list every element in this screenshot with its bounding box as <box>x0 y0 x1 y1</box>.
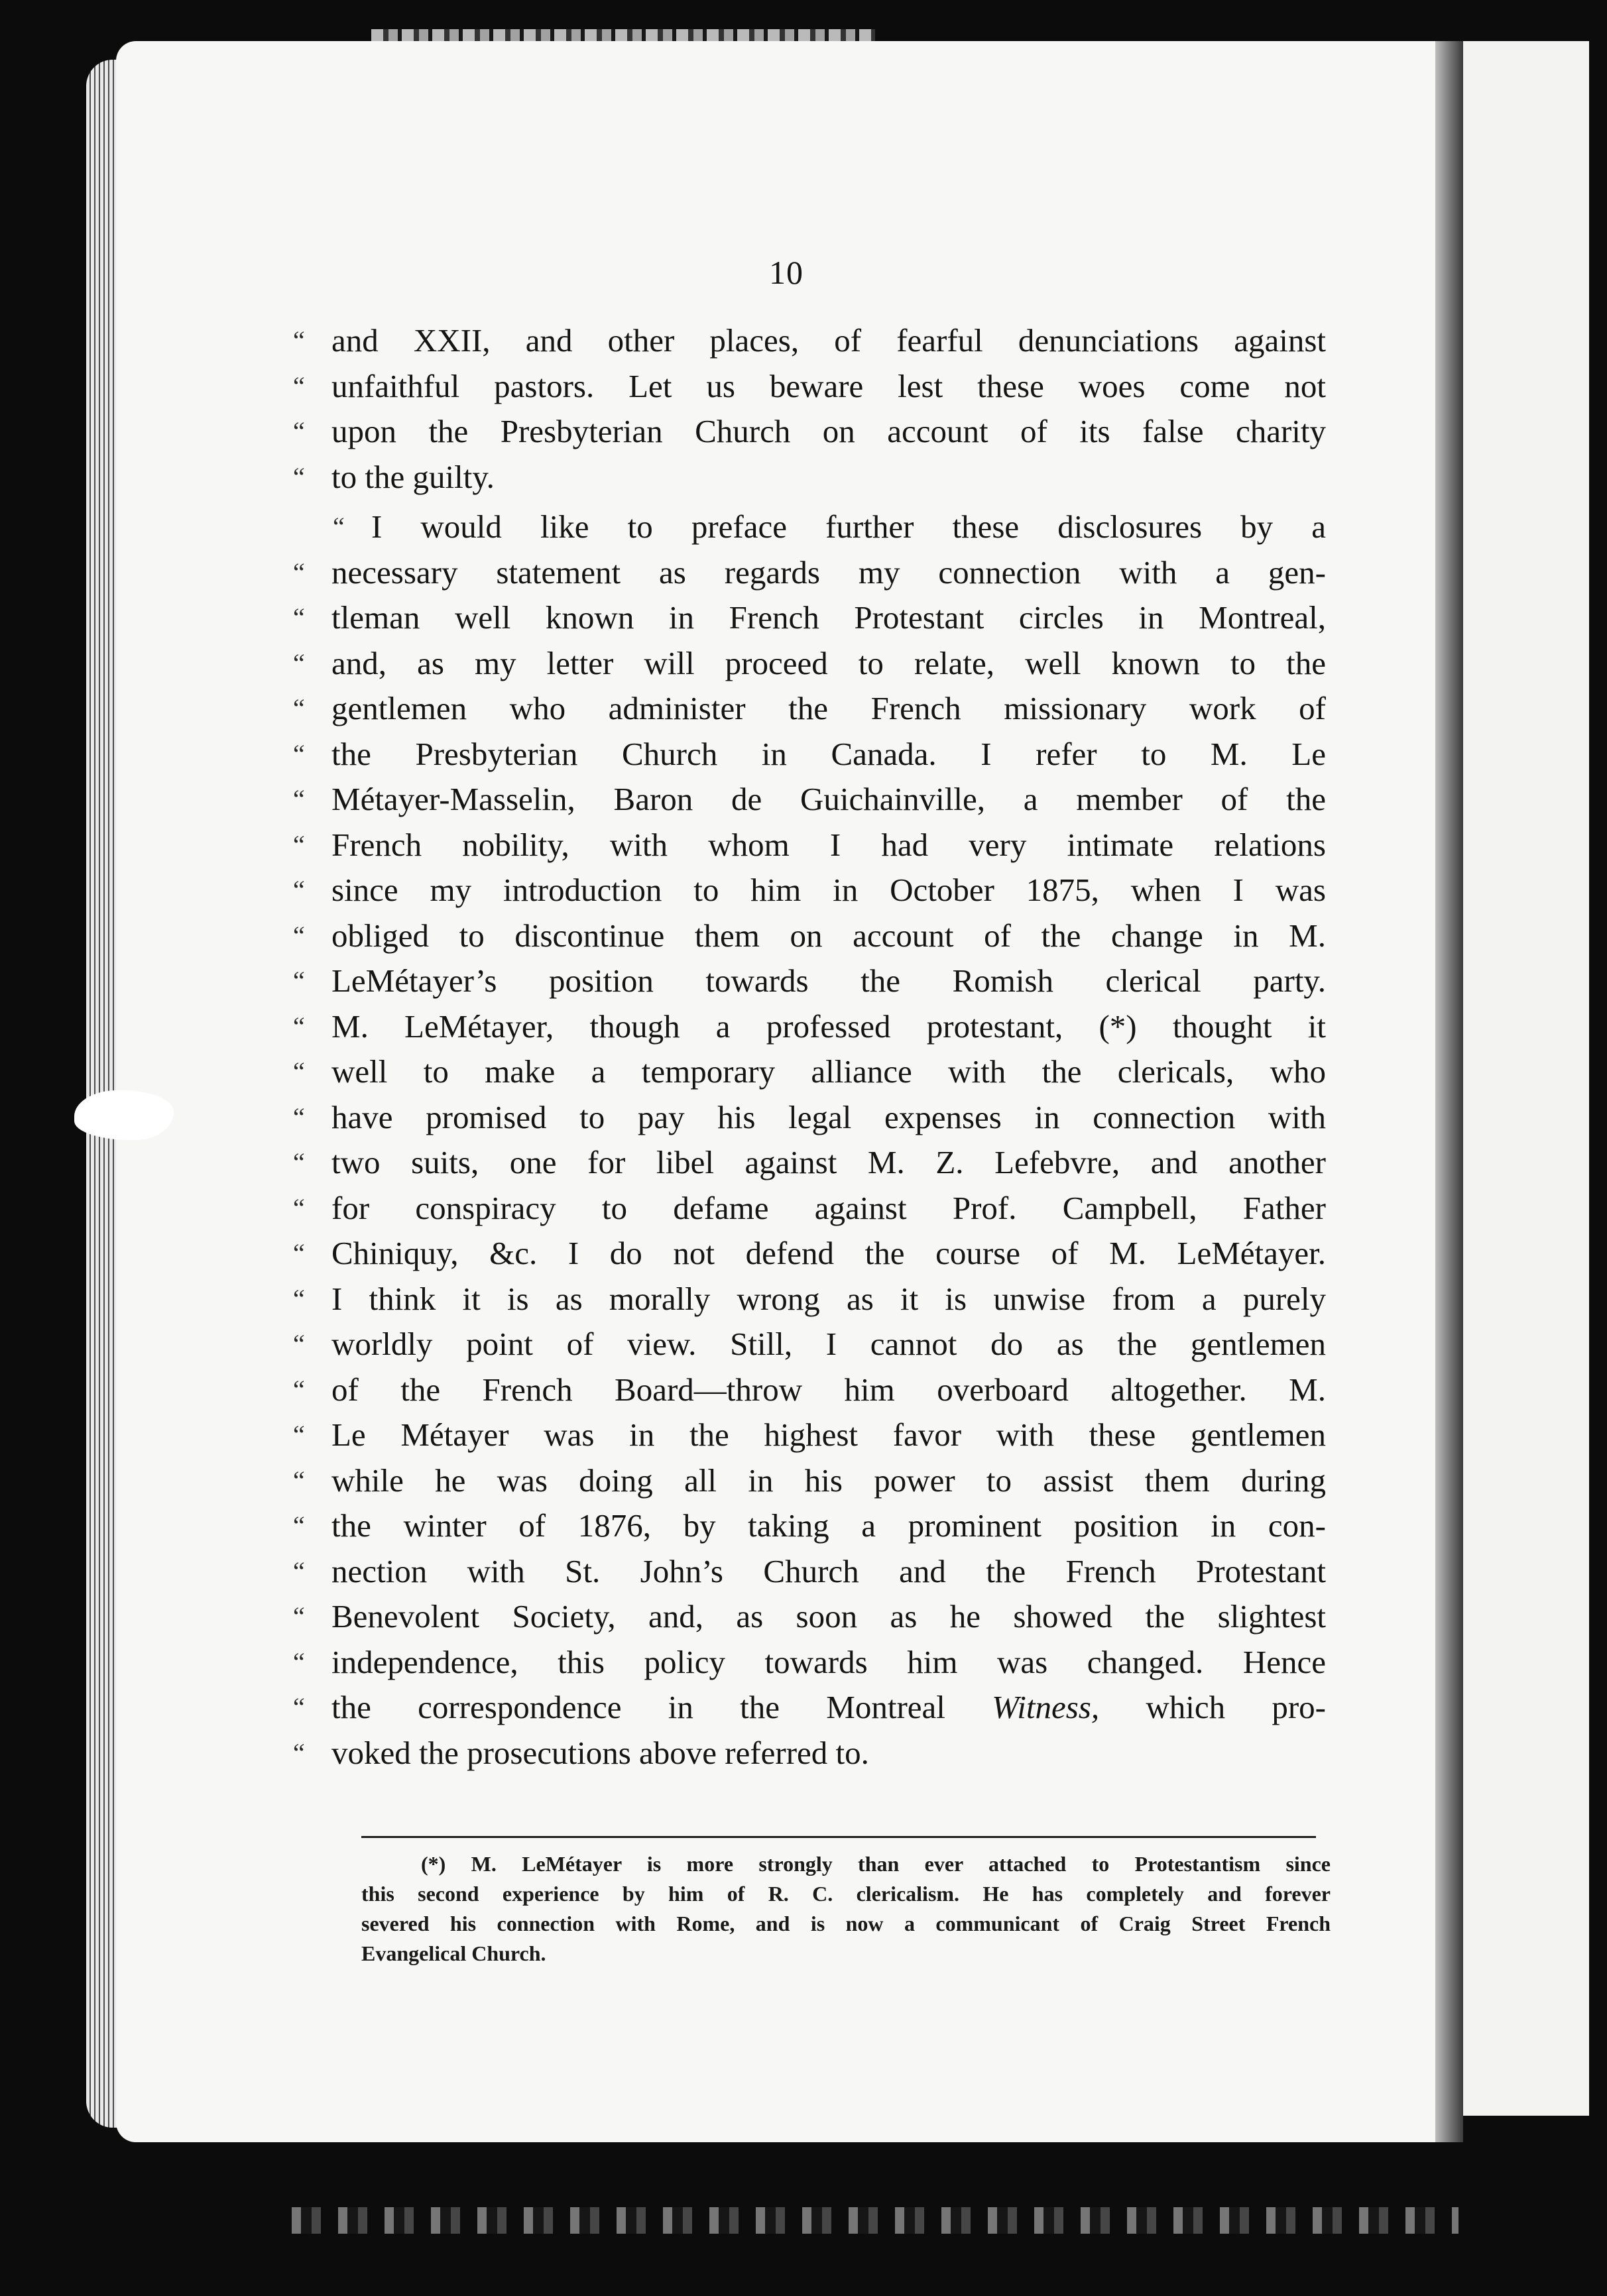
text-line <box>293 1140 1326 1186</box>
text-line <box>293 1549 1326 1595</box>
line-text: two suits, one for libel against M. Z. Lefebvre, and another <box>331 1144 1326 1180</box>
text-line <box>293 409 1326 455</box>
quote-mark: “ <box>293 1238 305 1268</box>
quote-mark: “ <box>293 1465 305 1495</box>
line-text: and XXII, and other places, of fearful denunciations against <box>331 322 1326 359</box>
line-text: the winter of 1876, by taking a prominent position in con- <box>331 1507 1326 1544</box>
quote-mark: “ <box>293 1011 305 1041</box>
text-line <box>293 318 1326 364</box>
quote-mark: “ <box>293 1102 305 1132</box>
footnote-divider <box>361 1836 1316 1838</box>
text-line <box>293 913 1326 959</box>
quote-mark: “ <box>333 512 345 542</box>
line-text: Chiniquy, &c. I do not defend the course of M. LeMétayer. <box>331 1235 1326 1271</box>
text-line <box>293 868 1326 913</box>
line-text: worldly point of view. Still, I cannot do as the gentlemen <box>331 1326 1326 1362</box>
quote-mark: “ <box>293 1192 305 1223</box>
italic-publication-name: Witness, <box>992 1689 1100 1725</box>
text-line <box>293 1412 1326 1458</box>
footnote <box>361 1849 1331 1969</box>
quote-mark: “ <box>293 1374 305 1405</box>
line-text: well to make a temporary alliance with the clericals, who <box>331 1053 1326 1090</box>
line-text: I would like to preface further these disclosures by a <box>371 508 1326 545</box>
text-line <box>293 1458 1326 1504</box>
quote-mark: “ <box>293 920 305 950</box>
quote-mark: “ <box>293 1283 305 1314</box>
text-line <box>293 823 1326 868</box>
line-text: Benevolent Society, and, as soon as he showed the slightest <box>331 1598 1326 1635</box>
body-text <box>293 318 1326 1776</box>
quote-mark: “ <box>293 966 305 996</box>
text-line <box>293 1049 1326 1095</box>
quote-mark: “ <box>293 829 305 860</box>
footnote-line: Evangelical Church. <box>361 1941 546 1965</box>
text-line <box>293 641 1326 687</box>
line-text: independence, this policy towards him was changed. Hence <box>331 1643 1326 1680</box>
line-text: nection with St. John’s Church and the French Protestant <box>331 1552 1326 1589</box>
quote-mark: “ <box>293 738 305 769</box>
quote-mark: “ <box>293 325 305 355</box>
quote-mark: “ <box>293 1420 305 1450</box>
line-text: tleman well known in French Protestant circles in Montreal, <box>331 599 1326 636</box>
text-line <box>293 455 1326 500</box>
line-text: to the guilty. <box>331 458 495 495</box>
line-text: Le Métayer was in the highest favor with these gentlemen <box>331 1416 1326 1453</box>
text-line <box>293 364 1326 410</box>
scan-bottom-edge <box>292 2207 1458 2234</box>
quote-mark: “ <box>293 1556 305 1586</box>
text-line <box>293 1367 1326 1413</box>
line-text: the Presbyterian Church in Canada. I refer to M. Le <box>331 735 1326 772</box>
footnote-line: this second experience by him of R. C. clericalism. He has completely and forever <box>361 1882 1331 1906</box>
line-text: I think it is as morally wrong as it is unwise from a purely <box>331 1280 1326 1317</box>
line-text: LeMétayer’s position towards the Romish clerical party. <box>331 962 1326 999</box>
page-number: 10 <box>769 254 804 291</box>
line-text: upon the Presbyterian Church on account of its false charity <box>331 413 1326 449</box>
text-line <box>293 1231 1326 1277</box>
line-text: M. LeMétayer, though a professed protestant, (*) thought it <box>331 1007 1326 1045</box>
quote-mark: “ <box>293 1057 305 1086</box>
text-line <box>293 1731 1326 1776</box>
line-text: have promised to pay his legal expenses in connection with <box>331 1098 1326 1135</box>
line-text: voked the prosecutions above referred to. <box>331 1734 869 1771</box>
line-text: since my introduction to him in October 1875, when I was <box>331 872 1326 908</box>
line-text-pre: the correspondence in the Montreal <box>331 1689 992 1725</box>
quote-mark: “ <box>293 1646 305 1677</box>
text-line <box>293 1277 1326 1322</box>
quote-mark: “ <box>293 784 305 814</box>
text-line <box>293 1503 1326 1549</box>
footnote-line: severed his connection with Rome, and is now a communicant of Craig Street French <box>361 1912 1331 1935</box>
text-line <box>293 1004 1326 1050</box>
book-spine <box>1435 41 1463 2142</box>
text-line <box>293 550 1326 596</box>
line-text: necessary statement as regards my connection with a gen- <box>331 553 1326 591</box>
quote-mark: “ <box>293 1329 305 1359</box>
quote-mark: “ <box>293 648 305 678</box>
quote-mark: “ <box>293 461 305 492</box>
quote-mark: “ <box>293 1601 305 1631</box>
text-line <box>293 1095 1326 1141</box>
text-line <box>293 1322 1326 1367</box>
facing-page-edge <box>1463 41 1589 2116</box>
line-text: for conspiracy to defame against Prof. Campbell, Father <box>331 1189 1326 1226</box>
quote-mark: “ <box>293 557 305 587</box>
quote-mark: “ <box>293 875 305 905</box>
line-text: gentlemen who administer the French missionary work of <box>331 690 1326 726</box>
line-text: and, as my letter will proceed to relate, well known to the <box>331 644 1326 681</box>
quote-mark: “ <box>293 1147 305 1177</box>
text-line <box>293 595 1326 641</box>
text-line <box>293 686 1326 732</box>
line-text: of the French Board—throw him overboard altogether. M. <box>331 1371 1326 1408</box>
footnote-line: (*) M. LeMétayer is more strongly than ever attached to Protestantism since <box>421 1852 1331 1876</box>
line-text: obliged to discontinue them on account of the change in M. <box>331 917 1326 954</box>
paragraph-gap <box>331 500 1326 504</box>
text-line <box>293 958 1326 1004</box>
text-line <box>293 732 1326 777</box>
line-text: Métayer-Masselin, Baron de Guichainville, a member of the <box>331 781 1326 817</box>
text-line <box>293 1186 1326 1232</box>
line-text: unfaithful pastors. Let us beware lest these woes come not <box>331 367 1326 404</box>
quote-mark: “ <box>293 371 305 401</box>
text-line <box>293 1685 1326 1731</box>
quote-mark: “ <box>293 693 305 723</box>
quote-mark: “ <box>293 416 305 446</box>
text-line <box>293 1640 1326 1686</box>
line-text: while he was doing all in his power to assist them during <box>331 1462 1326 1499</box>
line-text: French nobility, with whom I had very intimate relations <box>331 826 1326 863</box>
quote-mark: “ <box>293 603 305 632</box>
quote-mark: “ <box>293 1692 305 1722</box>
quote-mark: “ <box>293 1511 305 1540</box>
text-line <box>293 777 1326 823</box>
text-line <box>293 1594 1326 1640</box>
paper-tear-mark <box>74 1090 174 1140</box>
line-text-post: which pro- <box>1099 1689 1326 1725</box>
text-line <box>331 504 1326 550</box>
quote-mark: “ <box>293 1737 305 1768</box>
